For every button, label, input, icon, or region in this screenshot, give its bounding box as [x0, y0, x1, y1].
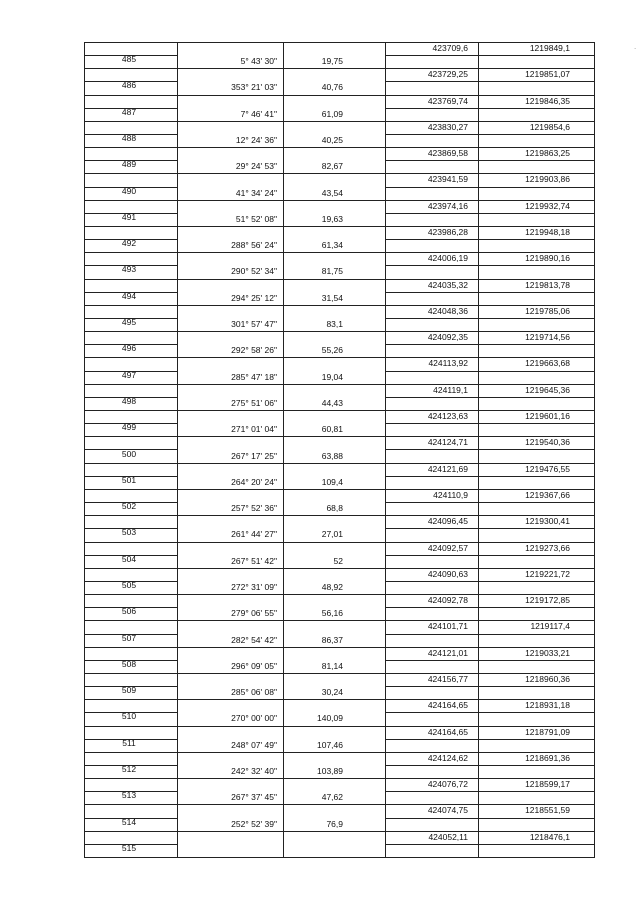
table-column-line [84, 42, 85, 858]
coord-x: 424052,11 [428, 831, 468, 842]
coord-y: 1219367,66 [525, 489, 570, 500]
direction-angle: 257° 52' 36" [231, 503, 277, 514]
point-number: 506 [121, 606, 137, 617]
coord-x: 424074,75 [427, 805, 468, 816]
segment-length: 103,89 [317, 765, 343, 776]
point-number: 500 [121, 448, 137, 459]
coord-y: 1219172,85 [525, 595, 570, 606]
direction-angle: 252° 52' 39" [231, 818, 277, 829]
direction-angle: 267° 51' 42" [231, 555, 277, 566]
segment-length: 48,92 [321, 581, 343, 592]
point-number: 513 [121, 790, 137, 801]
direction-angle: 271° 01' 04" [231, 424, 277, 435]
direction-angle: 264° 20' 24" [231, 476, 277, 487]
coord-x: 424092,78 [427, 595, 468, 606]
coord-x: 424101,71 [427, 621, 468, 632]
coord-y: 1219221,72 [525, 568, 570, 579]
table-mid-line [385, 213, 595, 214]
coord-x: 424096,45 [427, 516, 468, 527]
table-mid-line [385, 423, 595, 424]
coord-y: 1219645,36 [525, 384, 570, 395]
point-number: 505 [121, 579, 137, 590]
segment-length: 19,04 [321, 371, 343, 382]
table-mid-line [385, 686, 595, 687]
coord-y: 1218551,59 [525, 805, 570, 816]
coord-x: 423729,25 [427, 69, 468, 80]
segment-length: 40,25 [321, 135, 343, 146]
direction-angle: 292° 58' 26" [231, 345, 277, 356]
coord-x: 424092,57 [427, 542, 468, 553]
segment-length: 19,63 [321, 213, 343, 224]
table-mid-line [385, 55, 595, 56]
table-mid-line [385, 476, 595, 477]
point-number: 490 [121, 185, 137, 196]
table-mid-line [385, 528, 595, 529]
point-number: 496 [121, 343, 137, 354]
point-number: 514 [121, 816, 137, 827]
segment-length: 82,67 [321, 161, 343, 172]
point-number: 508 [121, 658, 137, 669]
coord-x: 424092,35 [427, 332, 468, 343]
direction-angle: 7° 46' 41" [240, 108, 277, 119]
coord-x: 424048,36 [427, 305, 468, 316]
table-mid-line [385, 660, 595, 661]
table-mid-line [385, 765, 595, 766]
coord-x: 423869,58 [427, 148, 468, 159]
point-number: 492 [121, 238, 137, 249]
coord-x: 424006,19 [427, 253, 468, 264]
coord-y: 1218791,09 [525, 726, 570, 737]
direction-angle: 41° 34' 24" [235, 187, 277, 198]
point-number: 515 [121, 842, 137, 853]
point-number: 493 [121, 264, 137, 275]
direction-angle: 290° 52' 34" [231, 266, 277, 277]
point-number: 512 [121, 763, 137, 774]
segment-length: 56,16 [321, 608, 343, 619]
coord-x: 423830,27 [427, 121, 468, 132]
point-number: 491 [121, 211, 137, 222]
segment-length: 86,37 [321, 634, 343, 645]
point-number: 510 [121, 711, 137, 722]
segment-length: 107,46 [317, 739, 343, 750]
coord-y: 1219890,16 [525, 253, 570, 264]
coord-x: 424035,32 [427, 279, 468, 290]
table-mid-line [385, 739, 595, 740]
segment-length: 61,34 [321, 240, 343, 251]
coord-y: 1218691,36 [525, 752, 570, 763]
segment-length: 81,75 [321, 266, 343, 277]
coord-x: 424119,1 [433, 384, 468, 395]
coord-y: 1219601,16 [525, 411, 570, 422]
table-mid-line [385, 634, 595, 635]
direction-angle: 301° 57' 47" [231, 319, 277, 330]
direction-angle: 282° 54' 42" [231, 634, 277, 645]
direction-angle: 272° 31' 09" [231, 581, 277, 592]
point-number: 502 [121, 501, 137, 512]
table-mid-line [385, 134, 595, 135]
point-number: 497 [121, 369, 137, 380]
segment-length: 140,09 [317, 713, 343, 724]
coord-x: 424156,77 [427, 673, 468, 684]
table-mid-line [385, 607, 595, 608]
coord-x: 424121,01 [427, 647, 468, 658]
segment-length: 60,81 [321, 424, 343, 435]
coord-y: 1219813,78 [525, 279, 570, 290]
table-mid-line [385, 397, 595, 398]
point-number: 485 [121, 54, 137, 65]
direction-angle: 248° 07' 49" [231, 739, 277, 750]
table-mid-line [385, 449, 595, 450]
segment-length: 47,62 [321, 792, 343, 803]
point-number: 501 [121, 474, 137, 485]
coord-x: 424090,63 [427, 568, 468, 579]
direction-angle: 353° 21' 03" [231, 82, 277, 93]
table-column-line [594, 42, 595, 858]
coord-y: 1219540,36 [525, 437, 570, 448]
coord-y: 1219932,74 [525, 200, 570, 211]
point-number: 495 [121, 317, 137, 328]
table-column-line [478, 42, 479, 858]
segment-length: 68,8 [326, 503, 343, 514]
segment-length: 43,54 [321, 187, 343, 198]
point-number: 494 [121, 290, 137, 301]
coord-x: 423709,6 [432, 43, 468, 53]
table-mid-line [385, 292, 595, 293]
coord-y: 1219785,06 [525, 305, 570, 316]
table-mid-line [385, 344, 595, 345]
point-number: 489 [121, 159, 137, 170]
coord-y: 1219849,1 [529, 43, 570, 53]
table-mid-line [385, 581, 595, 582]
coord-x: 424121,69 [427, 463, 468, 474]
coord-y: 1219851,07 [525, 69, 570, 80]
table-mid-line [385, 371, 595, 372]
point-number: 507 [121, 632, 137, 643]
table-mid-line [385, 318, 595, 319]
coord-x: 423941,59 [427, 174, 468, 185]
direction-angle: 12° 24' 36" [235, 135, 277, 146]
direction-angle: 296° 09' 05" [231, 660, 277, 671]
segment-length: 19,75 [321, 56, 343, 67]
coord-y: 1218476,1 [529, 831, 570, 842]
direction-angle: 261° 44' 27" [231, 529, 277, 540]
coord-y: 1219663,68 [525, 358, 570, 369]
coord-y: 1219300,41 [525, 516, 570, 527]
coord-y: 1219846,35 [525, 95, 570, 106]
segment-length: 63,88 [321, 450, 343, 461]
segment-length: 76,9 [326, 818, 343, 829]
direction-angle: 275° 51' 06" [231, 397, 277, 408]
coord-x: 424123,63 [427, 411, 468, 422]
coord-y: 1219854,6 [529, 121, 570, 132]
coord-x: 424076,72 [427, 779, 468, 790]
table-mid-line [385, 818, 595, 819]
segment-length: 55,26 [321, 345, 343, 356]
segment-length: 30,24 [321, 687, 343, 698]
coord-y: 1219033,21 [525, 647, 570, 658]
point-number: 504 [121, 553, 137, 564]
table-mid-line [385, 502, 595, 503]
table-mid-line [385, 844, 595, 845]
segment-length: 52 [333, 555, 343, 566]
point-number: 509 [121, 685, 137, 696]
coord-x: 423986,28 [427, 227, 468, 238]
table-mid-line [385, 81, 595, 82]
direction-angle: 29° 24' 53" [235, 161, 277, 172]
coord-y: 1218599,17 [525, 779, 570, 790]
point-number: 503 [121, 527, 137, 538]
table-mid-line [385, 108, 595, 109]
direction-angle: 294° 25' 12" [231, 292, 277, 303]
table-mid-line [385, 712, 595, 713]
coord-y: 1219117,4 [530, 621, 570, 632]
coord-x: 424124,62 [427, 752, 468, 763]
margin-mark: . [634, 42, 637, 51]
segment-length: 83,1 [326, 319, 343, 330]
direction-angle: 5° 43' 30" [240, 56, 277, 67]
table-mid-line [385, 187, 595, 188]
table-mid-line [385, 791, 595, 792]
coord-y: 1219863,25 [525, 148, 570, 159]
coord-x: 423974,16 [427, 200, 468, 211]
point-number: 499 [121, 422, 137, 433]
direction-angle: 267° 17' 25" [231, 450, 277, 461]
direction-angle: 285° 06' 08" [231, 687, 277, 698]
segment-length: 27,01 [321, 529, 343, 540]
coord-x: 424110,9 [433, 489, 468, 500]
segment-length: 44,43 [321, 397, 343, 408]
point-number: 511 [122, 737, 136, 748]
coord-y: 1219948,18 [525, 227, 570, 238]
coord-x: 423769,74 [427, 95, 468, 106]
coord-x: 424113,92 [428, 358, 468, 369]
coord-y: 1219903,86 [525, 174, 570, 185]
coord-y: 1219273,66 [525, 542, 570, 553]
segment-length: 109,4 [321, 476, 343, 487]
table-mid-line [385, 555, 595, 556]
coord-y: 1219714,56 [525, 332, 570, 343]
direction-angle: 270° 00' 00" [231, 713, 277, 724]
coord-y: 1218931,18 [525, 700, 570, 711]
direction-angle: 285° 47' 18" [231, 371, 277, 382]
point-number: 488 [121, 133, 137, 144]
point-number: 486 [121, 80, 137, 91]
coord-y: 1218960,36 [525, 673, 570, 684]
coord-y: 1219476,55 [525, 463, 570, 474]
direction-angle: 279° 06' 55" [231, 608, 277, 619]
table-mid-line [385, 265, 595, 266]
table-row-line [84, 857, 595, 858]
segment-length: 81,14 [321, 660, 343, 671]
segment-length: 31,54 [321, 292, 343, 303]
table-mid-line [385, 239, 595, 240]
direction-angle: 51° 52' 08" [235, 213, 277, 224]
table-mid-line [385, 160, 595, 161]
coord-x: 424164,65 [427, 700, 468, 711]
point-number: 498 [121, 395, 137, 406]
point-number: 487 [121, 106, 137, 117]
coord-x: 424164,65 [427, 726, 468, 737]
segment-length: 61,09 [321, 108, 343, 119]
table-column-line [385, 42, 386, 858]
direction-angle: 242° 32' 40" [231, 765, 277, 776]
direction-angle: 288° 56' 24" [231, 240, 277, 251]
direction-angle: 267° 37' 45" [231, 792, 277, 803]
segment-length: 40,76 [321, 82, 343, 93]
coord-x: 424124,71 [427, 437, 468, 448]
